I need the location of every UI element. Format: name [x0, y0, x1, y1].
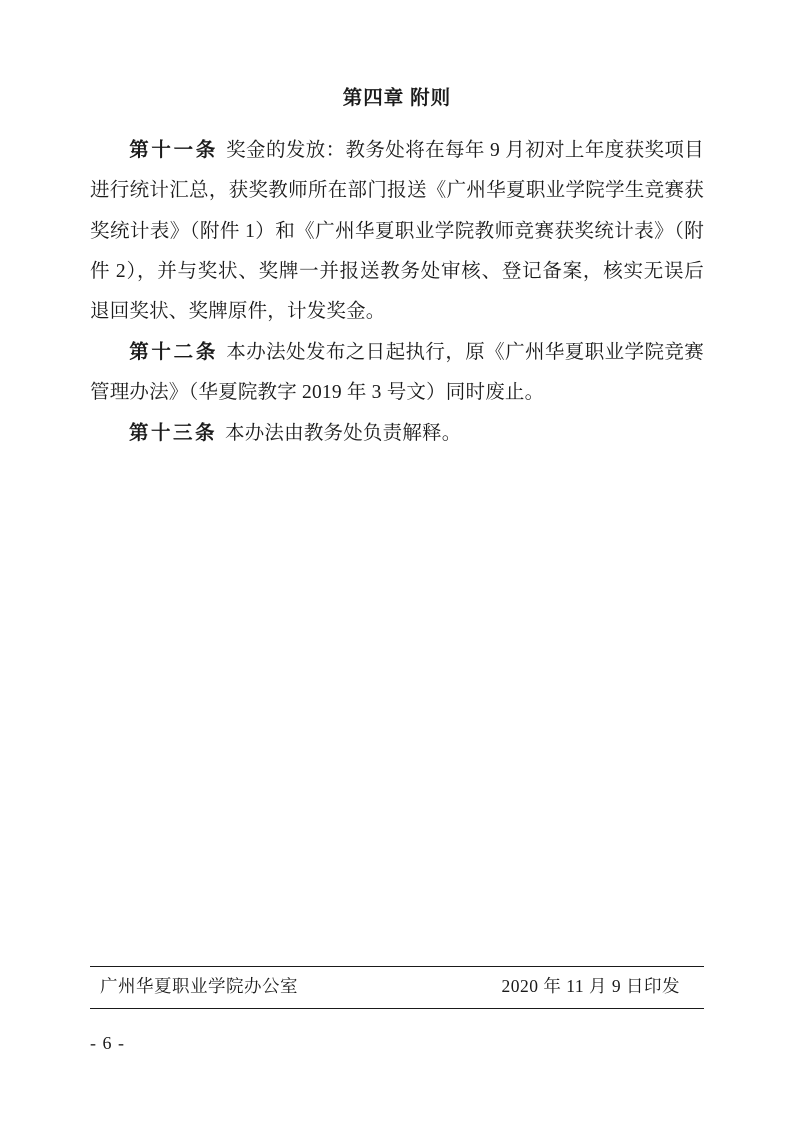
footer-date: 2020 年 11 月 9 日印发: [501, 976, 680, 996]
article-paragraph-13: [90, 414, 704, 454]
page-footer: [90, 966, 704, 1009]
article-label-11: 第十一条: [129, 140, 218, 162]
footer-divider-bottom: [90, 1008, 704, 1009]
article-text-13: 本办法由教务处负责解释。: [225, 422, 462, 444]
article-text-11: 奖金的发放：教务处将在每年 9 月初对上年度获奖项目进行统计汇总，获奖教师所在部门报送《广州华夏职业学院学生竞赛获奖统计表》（附件 1）和《广州华夏职业学院教师竞赛获奖统计表》（附件 2），并与奖状、奖牌一并报送教务处审核、登记备案，核实无误后退回奖状、奖牌原件，计发奖金。: [90, 140, 704, 323]
article-label-12: 第十二条: [129, 341, 219, 363]
chapter-heading: 第四章 附则: [342, 88, 452, 109]
page-number: - 6 -: [90, 1033, 125, 1053]
footer-issuer: 广州华夏职业学院办公室: [100, 976, 298, 996]
article-paragraph-11: [90, 131, 704, 333]
footer-row: [90, 967, 704, 1005]
article-text-12: 本办法处发布之日起执行，原《广州华夏职业学院竞赛管理办法》（华夏院教字 2019 年 3 号文）同时废止。: [90, 341, 704, 404]
document-body: [90, 80, 704, 454]
article-paragraph-12: [90, 333, 704, 414]
article-label-13: 第十三条: [129, 422, 218, 444]
